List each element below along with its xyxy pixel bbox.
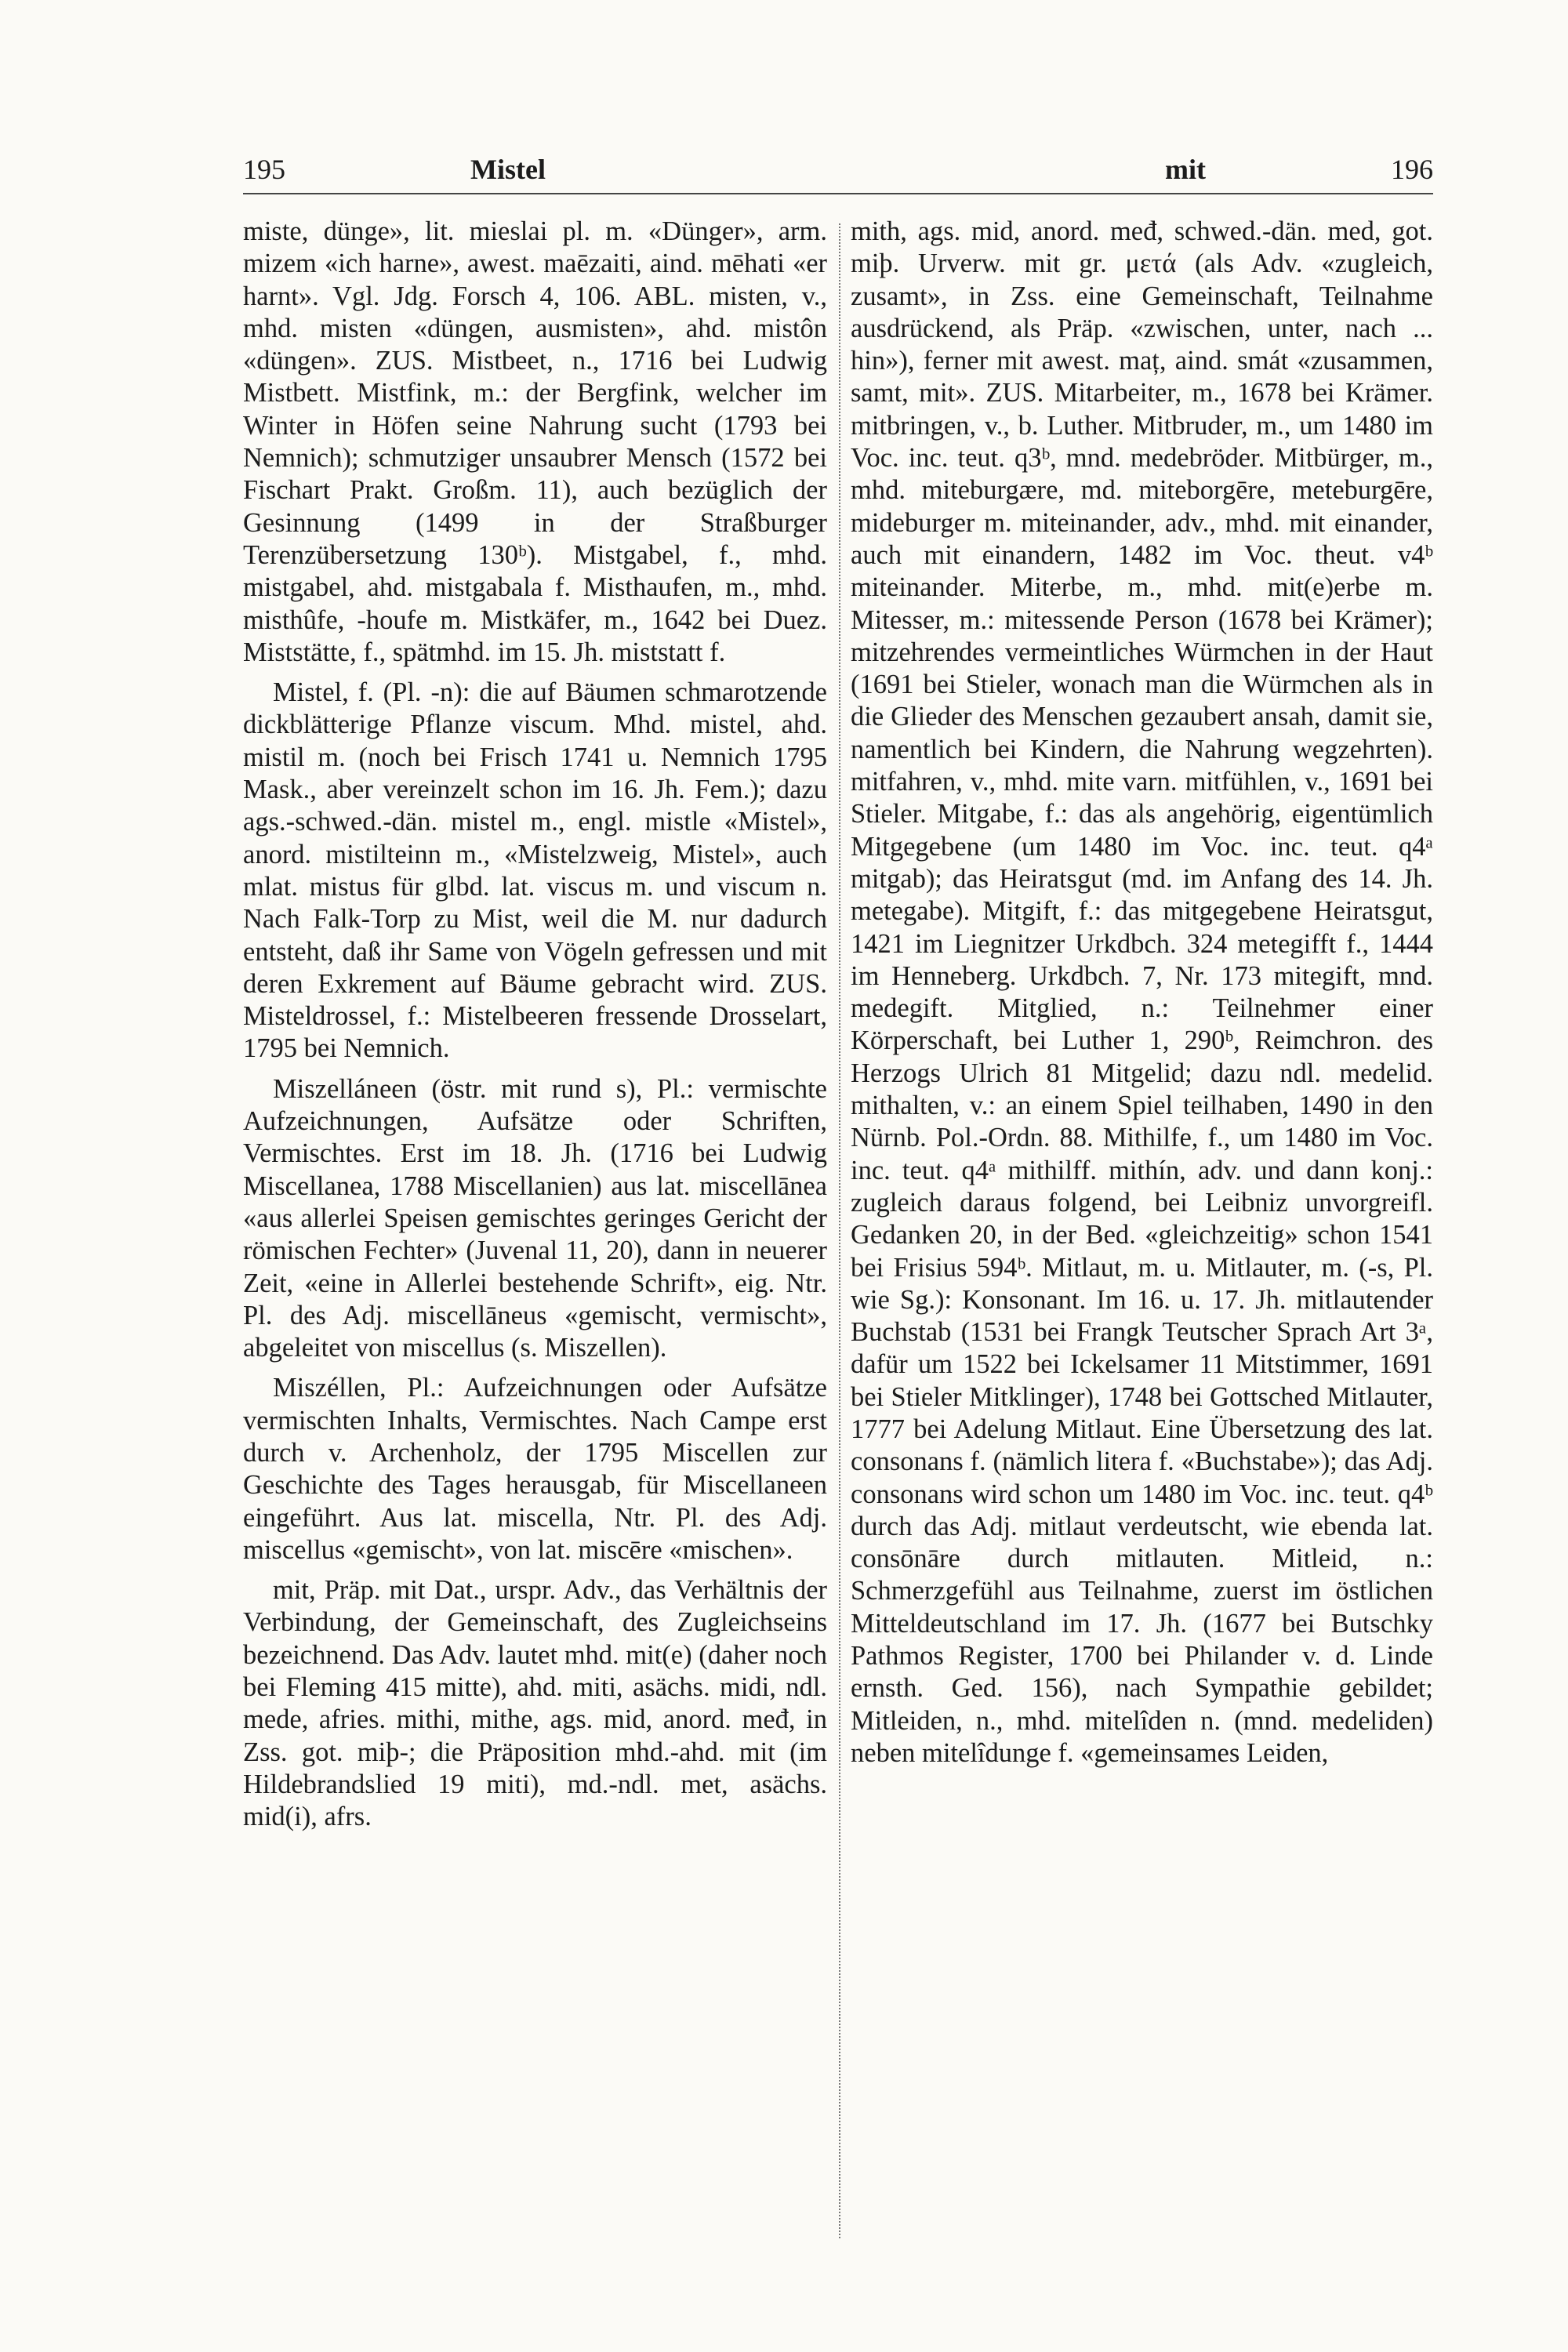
header-rule [243,193,1433,194]
page-number-left: 195 [243,154,285,185]
left-column [243,216,827,2254]
entry-miszellen: Miszéllen, Pl.: Aufzeichnungen oder Aufsätze vermischten Inhalts, Vermischtes. Nach Campe erst durch v. Archenholz, der 1795 Miscellen zur Geschichte des Tages herausgab, für Miscellaneen eingeführt. Aus lat. miscella, Ntr. Pl. des Adj. miscellus «gemischt», von lat. miscēre «mischen». [243,1373,827,1565]
running-header [243,153,1433,192]
page-number-right: 196 [1391,154,1433,185]
right-column [851,216,1433,2254]
guide-word-right: mit [1165,154,1206,185]
entry-mistel: Mistel, f. (Pl. -n): die auf Bäumen schmarotzende dickblätterige Pflanze viscum. Mhd. mistel, ahd. mistil m. (noch bei Frisch 1741 u. Nemnich 1795 Mask., aber vereinzelt schon im 16. Jh. Fem.); dazu ags.-schwed.-dän. mistel m., engl. mistle «Mistel», anord. mistilteinn m., «Mistelzweig, Mistel», auch mlat. mistus für glbd. lat. viscus m. und viscum n. Nach Falk-Torp zu Mist, weil die M. nur dadurch entsteht, daß ihr Same von Vögeln gefressen und mit deren Exkrement auf Bäume gebracht wird. ZUS. Misteldrossel, f.: Mistelbeeren fressende Drosselart, 1795 bei Nemnich. [243,677,827,1064]
entry-miszellaneen: Miszelláneen (östr. mit rund s), Pl.: vermischte Aufzeichnungen, Aufsätze oder Schriften, Vermischtes. Erst im 18. Jh. (1716 bei Ludwig Miscellanea, 1788 Miscellanien) aus lat. miscellānea «aus allerlei Speisen gemischtes geringes Gericht der römischen Fechter» (Juvenal 11, 20), dann in neuerer Zeit, «eine in Allerlei bestehende Schrift», eig. Ntr. Pl. des Adj. miscellāneus «gemischt, vermischt», abgeleitet von miscellus (s. Miszellen). [243,1073,827,1363]
entry-mit: mit, Präp. mit Dat., urspr. Adv., das Verhältnis der Verbindung, der Gemeinschaft, des Zugleichseins bezeichnend. Das Adv. lautet mhd. mit(e) (daher noch bei Fleming 415 mitte), ahd. miti, asächs. midi, ndl. mede, afries. mithi, mithe, ags. mid, anord. međ, in Zss. got. miþ-; die Präposition mhd.-ahd. mit (im Hildebrandslied 19 miti), md.-ndl. met, asächs. mid(i), afrs. [243,1575,827,1832]
entry-continuation: miste, dünge», lit. mieslai pl. m. «Dünger», arm. mizem «ich harne», awest. maēzaiti, aind. mēhati «er harnt». Vgl. Jdg. Forsch 4, 106. ABL. misten, v., mhd. misten «düngen, ausmisten», ahd. mistôn «düngen». ZUS. Mistbeet, n., 1716 bei Ludwig Mistbett. Mistfink, m.: der Bergfink, welcher im Winter in Höfen seine Nahrung sucht (1793 bei Nemnich); schmutziger unsaubrer Mensch (1572 bei Fischart Prakt. Großm. 11), auch bezüglich der Gesinnung (1499 in der Straßburger Terenzübersetzung 130ᵇ). Mistgabel, f., mhd. mistgabel, ahd. mistgabala f. Misthaufen, m., mhd. misthûfe, -houfe m. Mistkäfer, m., 1642 bei Duez. Miststätte, f., spätmhd. im 15. Jh. miststatt f. [243,216,827,667]
entry-mit-continued: mith, ags. mid, anord. međ, schwed.-dän. med, got. miþ. Urverw. mit gr. μετά (als Adv. «zugleich, zusamt», in Zss. eine Gemeinschaft, Teilnahme ausdrückend, als Präp. «zwischen, unter, nach ... hin»), ferner mit awest. maț, aind. smát «zusammen, samt, mit». ZUS. Mitarbeiter, m., 1678 bei Krämer. mitbringen, v., b. Luther. Mitbruder, m., um 1480 im Voc. inc. teut. q3ᵇ, mnd. medebröder. Mitbürger, m., mhd. miteburgære, md. miteborgēre, meteburgēre, mideburger m. miteinander, adv., mhd. mit einander, auch mit einandern, 1482 im Voc. theut. v4ᵇ miteinander. Miterbe, m., mhd. mit(e)erbe m. Mitesser, m.: mitessende Person (1678 bei Krämer); mitzehrendes vermeintliches Würmchen in der Haut (1691 bei Stieler, wonach man die Würmchen als in die Glieder des Menschen gezaubert ansah, damit sie, namentlich bei Kindern, die Nahrung wegzehrten). mitfahren, v., mhd. mite varn. mitfühlen, v., 1691 bei Stieler. Mitgabe, f.: das als angehörig, eigentümlich Mitgegebene (um 1480 im Voc. inc. teut. q4ᵃ mitgab); das Heiratsgut (md. im Anfang des 14. Jh. metegabe). Mitgift, f.: das mitgegebene Heiratsgut, 1421 im Liegnitzer Urkdbch. 324 metegifft f., 1444 im Henneberg. Urkdbch. 7, Nr. 173 mitegift, mnd. medegift. Mitglied, n.: Teilnehmer einer Körperschaft, bei Luther 1, 290ᵇ, Reimchron. des Herzogs Ulrich 81 Mitgelid; dazu ndl. medelid. mithalten, v.: an einem Spiel teilhaben, 1490 in den Nürnb. Pol.-Ordn. 88. Mithilfe, f., um 1480 im Voc. inc. teut. q4ᵃ mithilff. mithín, adv. und dann konj.: zugleich daraus folgend, bei Leibniz unvorgreifl. Gedanken 20, in der Bed. «gleichzeitig» schon 1541 bei Frisius 594ᵇ. Mitlaut, m. u. Mitlauter, m. (-s, Pl. wie Sg.): Konsonant. Im 16. u. 17. Jh. mitlautender Buchstab (1531 bei Frangk Teutscher Sprach Art 3ᵃ, dafür um 1522 bei Ickelsamer 11 Mitstimmer, 1691 bei Stieler Mitklinger), 1748 bei Gottsched Mitlauter, 1777 bei Adelung Mitlaut. Eine Übersetzung des lat. consonans f. (nämlich litera f. «Buchstabe»); das Adj. consonans wird schon um 1480 im Voc. inc. teut. q4ᵇ durch das Adj. mitlaut verdeutscht, wie ebenda lat. consōnāre durch mitlauten. Mitleid, n.: Schmerzgefühl aus Teilnahme, zuerst im östlichen Mitteldeutschland im 17. Jh. (1677 bei Butschky Pathmos Register, 1700 bei Philander v. d. Linde ernsth. Ged. 156), nach Sympathie gebildet; Mitleiden, n., mhd. mitelîden n. (mnd. medeliden) neben mitelîdunge f. «gemeinsames Leiden, [851,216,1433,1768]
column-divider [839,223,840,2238]
guide-word-left: Mistel [470,154,546,185]
